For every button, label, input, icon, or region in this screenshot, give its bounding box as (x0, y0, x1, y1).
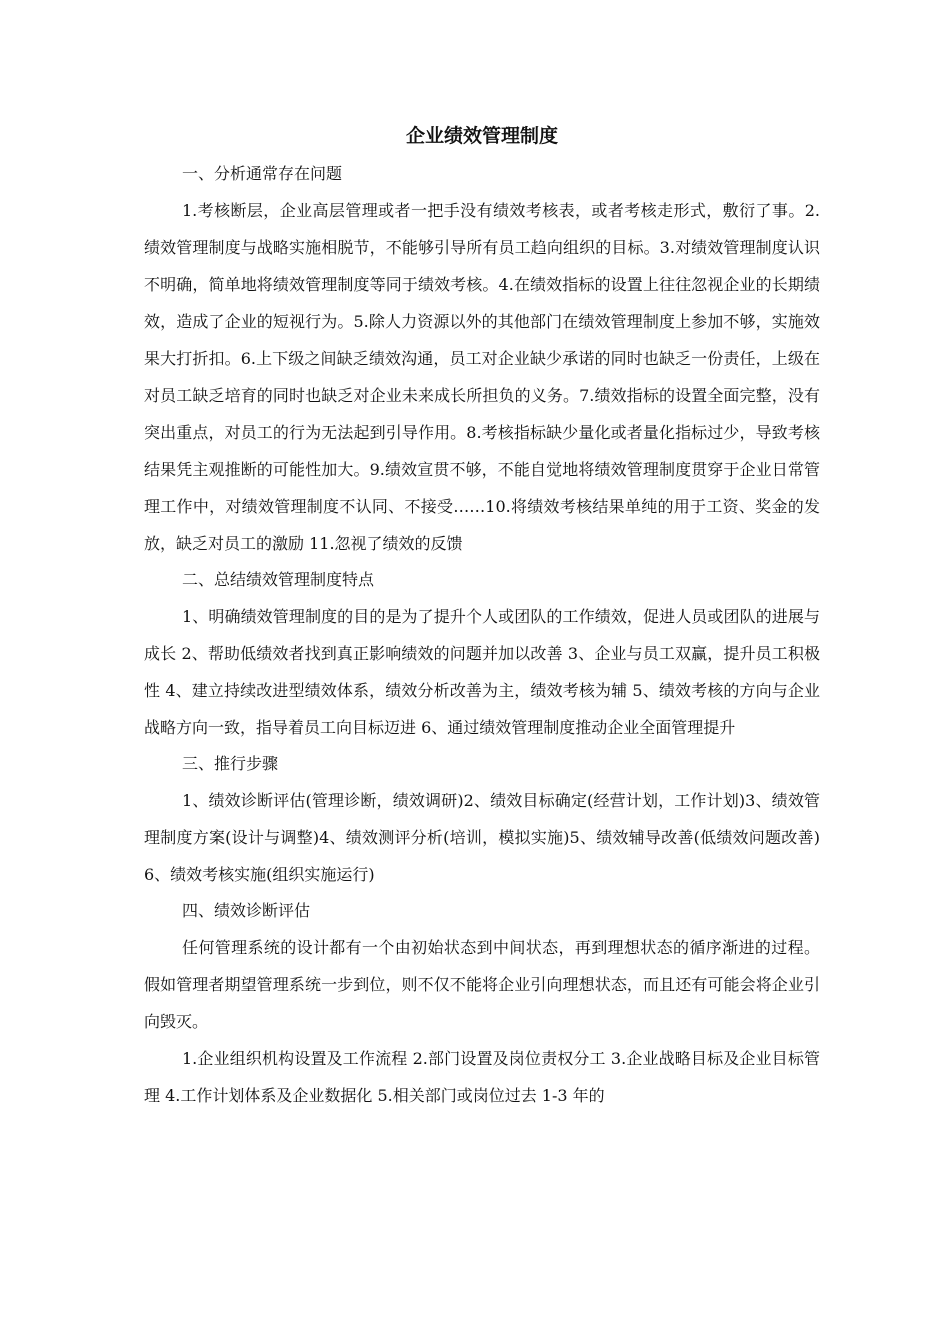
section-heading: 二、总结绩效管理制度特点 (182, 570, 375, 589)
section-1 (144, 156, 820, 562)
section-paragraph: 1、明确绩效管理制度的目的是为了提升个人或团队的工作绩效，促进人员或团队的进展与成长 2、帮助低绩效者找到真正影响绩效的问题并加以改善 3、企业与员工双赢，提升员工积极性 4、建立持续改进型绩效体系，绩效分析改善为主，绩效考核为辅 5、绩效考核的方向与企业战略方向一致，指导着员工向目标迈进 6、通过绩效管理制度推动企业全面管理提升 (144, 607, 820, 737)
section-2 (144, 562, 820, 746)
section-paragraph: 任何管理系统的设计都有一个由初始状态到中间状态，再到理想状态的循序渐进的过程。假如管理者期望管理系统一步到位，则不仅不能将企业引向理想状态，而且还有可能会将企业引向毁灭。 (144, 938, 820, 1031)
section-heading: 三、推行步骤 (182, 754, 279, 773)
section-heading: 一、分析通常存在问题 (182, 164, 343, 183)
section-4 (144, 893, 820, 1114)
section-paragraph: 1、绩效诊断评估(管理诊断，绩效调研)2、绩效目标确定(经营计划，工作计划)3、绩效管理制度方案(设计与调整)4、绩效测评分析(培训，模拟实施)5、绩效辅导改善(低绩效问题改善)6、绩效考核实施(组织实施运行) (144, 791, 820, 884)
section-3 (144, 746, 820, 893)
section-paragraph: 1.企业组织机构设置及工作流程 2.部门设置及岗位责权分工 3.企业战略目标及企业目标管理 4.工作计划体系及企业数据化 5.相关部门或岗位过去 1-3 年的 (144, 1049, 820, 1105)
document-page (144, 118, 820, 1114)
document-title: 企业绩效管理制度 (405, 125, 558, 147)
section-paragraph: 1.考核断层，企业高层管理或者一把手没有绩效考核表，或者考核走形式，敷衍了事。2.绩效管理制度与战略实施相脱节，不能够引导所有员工趋向组织的目标。3.对绩效管理制度认识不明确，简单地将绩效管理制度等同于绩效考核。4.在绩效指标的设置上往往忽视企业的长期绩效，造成了企业的短视行为。5.除人力资源以外的其他部门在绩效管理制度上参加不够，实施效果大打折扣。6.上下级之间缺乏绩效沟通，员工对企业缺少承诺的同时也缺乏一份责任，上级在对员工缺乏培育的同时也缺乏对企业未来成长所担负的义务。7.绩效指标的设置全面完整，没有突出重点，对员工的行为无法起到引导作用。8.考核指标缺少量化或者量化指标过少，导致考核结果凭主观推断的可能性加大。9.绩效宣贯不够，不能自觉地将绩效管理制度贯穿于企业日常管理工作中，对绩效管理制度不认同、不接受……10.将绩效考核结果单纯的用于工资、奖金的发放，缺乏对员工的激励 11.忽视了绩效的反馈 (144, 201, 820, 553)
section-heading: 四、绩效诊断评估 (182, 901, 311, 920)
